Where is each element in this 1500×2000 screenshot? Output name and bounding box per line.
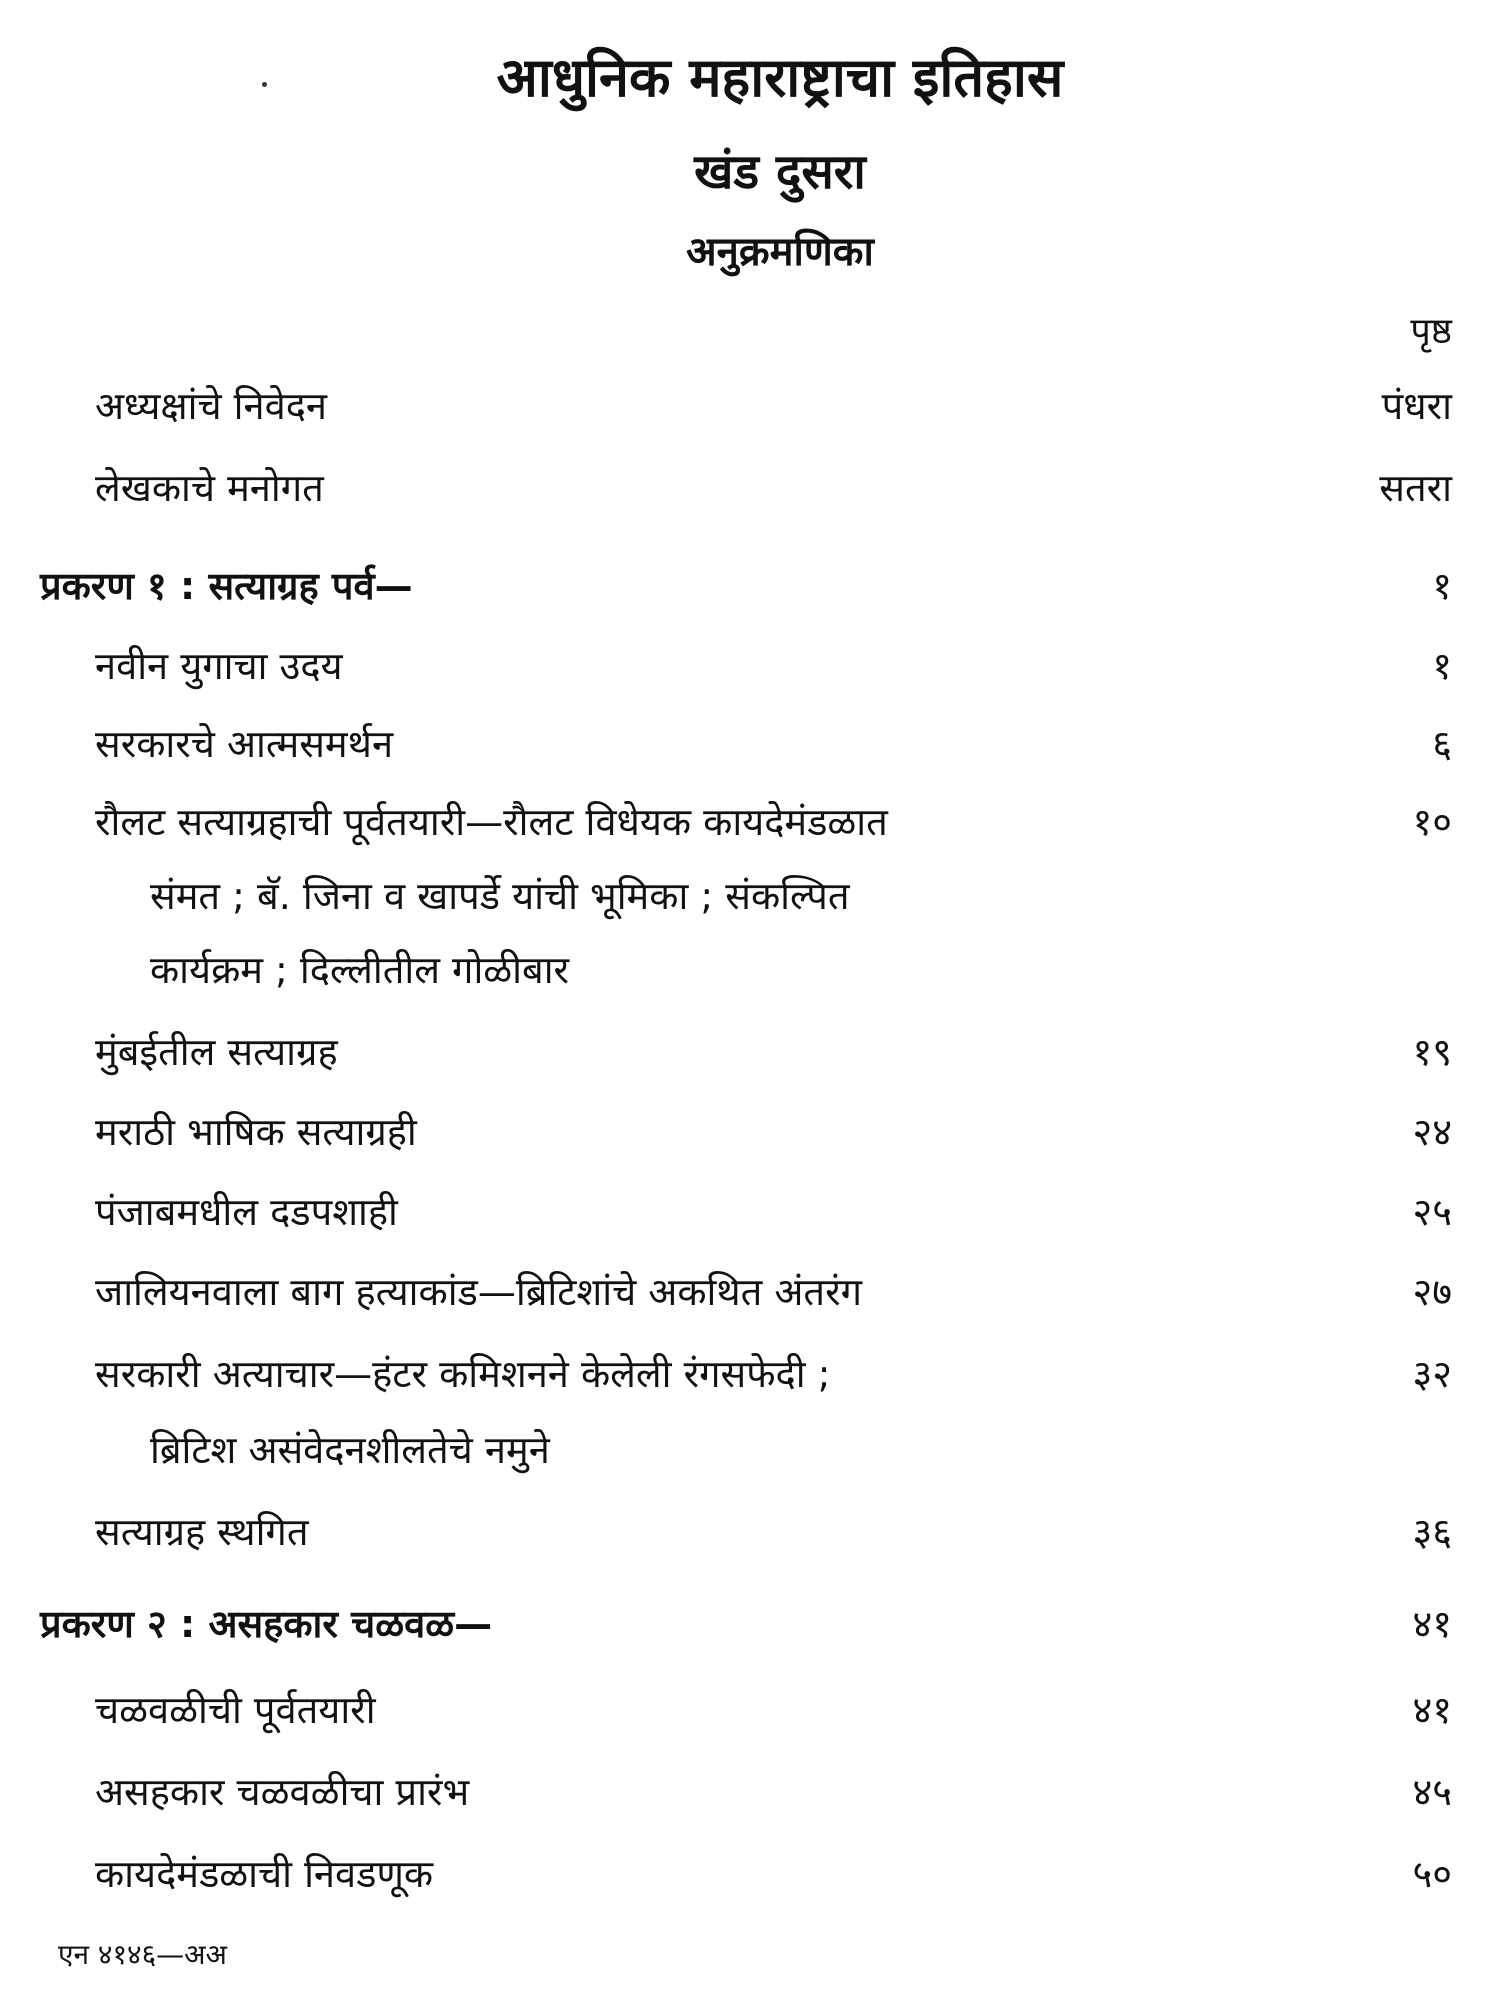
entry-text: सरकारी अत्याचार—हंटर कमिशनने केलेली रंगसफेदी ; (95, 1352, 831, 1396)
volume-title: खंड दुसरा (694, 144, 866, 200)
printer-code: एन ४१४६—अअ (58, 1938, 227, 1971)
book-title: आधुनिक महाराष्ट्राचा इतिहास (496, 46, 1064, 109)
entry-text: जालियनवाला बाग हत्याकांड—ब्रिटिशांचे अकथित अंतरंग (95, 1270, 863, 1314)
entry-text: लेखकाचे मनोगत (95, 466, 324, 510)
entry-continuation: कार्यक्रम ; दिल्लीतील गोळीबार (150, 948, 570, 992)
entry-text: पंजाबमधील दडपशाही (95, 1190, 398, 1234)
chapter-text: प्रकरण १ : सत्याग्रह पर्व— (40, 564, 413, 608)
entry-text: चळवळीची पूर्वतयारी (95, 1688, 376, 1732)
entry-text: सरकारचे आत्मसमर्थन (95, 722, 394, 766)
entry-text: रौलट सत्याग्रहाची पूर्वतयारी—रौलट विधेयक कायदेमंडळात (95, 800, 888, 844)
entry-text: मराठी भाषिक सत्याग्रही (95, 1110, 417, 1154)
section-title: अनुक्रमणिका (686, 229, 874, 275)
chapter-page: १ (1432, 564, 1452, 608)
chapter-text: प्रकरण २ : असहकार चळवळ— (40, 1602, 493, 1646)
entry-continuation: संमत ; बॅ. जिना व खापर्डे यांची भूमिका ; संकल्पित (150, 874, 850, 918)
entry-page: १ (1432, 644, 1452, 688)
entry-page: २४ (1412, 1110, 1452, 1154)
entry-text: नवीन युगाचा उदय (95, 644, 343, 688)
entry-page: ४१ (1412, 1688, 1452, 1732)
chapter-page: ४१ (1412, 1602, 1452, 1646)
entry-page: २५ (1412, 1190, 1452, 1234)
entry-page: ४५ (1412, 1770, 1452, 1814)
entry-text: अध्यक्षांचे निवेदन (95, 384, 327, 428)
entry-continuation: ब्रिटिश असंवेदनशीलतेचे नमुने (150, 1428, 550, 1472)
entry-text: असहकार चळवळीचा प्रारंभ (95, 1770, 470, 1814)
entry-page: ५० (1412, 1852, 1452, 1896)
entry-text: मुंबईतील सत्याग्रह (95, 1030, 338, 1074)
entry-page: ६ (1432, 722, 1452, 766)
entry-text: कायदेमंडळाची निवडणूक (95, 1852, 434, 1896)
entry-page: सतरा (1379, 466, 1452, 510)
entry-page: ३६ (1412, 1510, 1452, 1554)
entry-page: १९ (1412, 1030, 1452, 1074)
entry-page: २७ (1412, 1270, 1452, 1314)
entry-page: १० (1412, 800, 1452, 844)
entry-page: ३२ (1412, 1352, 1452, 1396)
entry-text: सत्याग्रह स्थगित (95, 1510, 309, 1554)
page-column-label: पृष्ठ (1410, 311, 1452, 352)
entry-page: पंधरा (1381, 384, 1452, 428)
